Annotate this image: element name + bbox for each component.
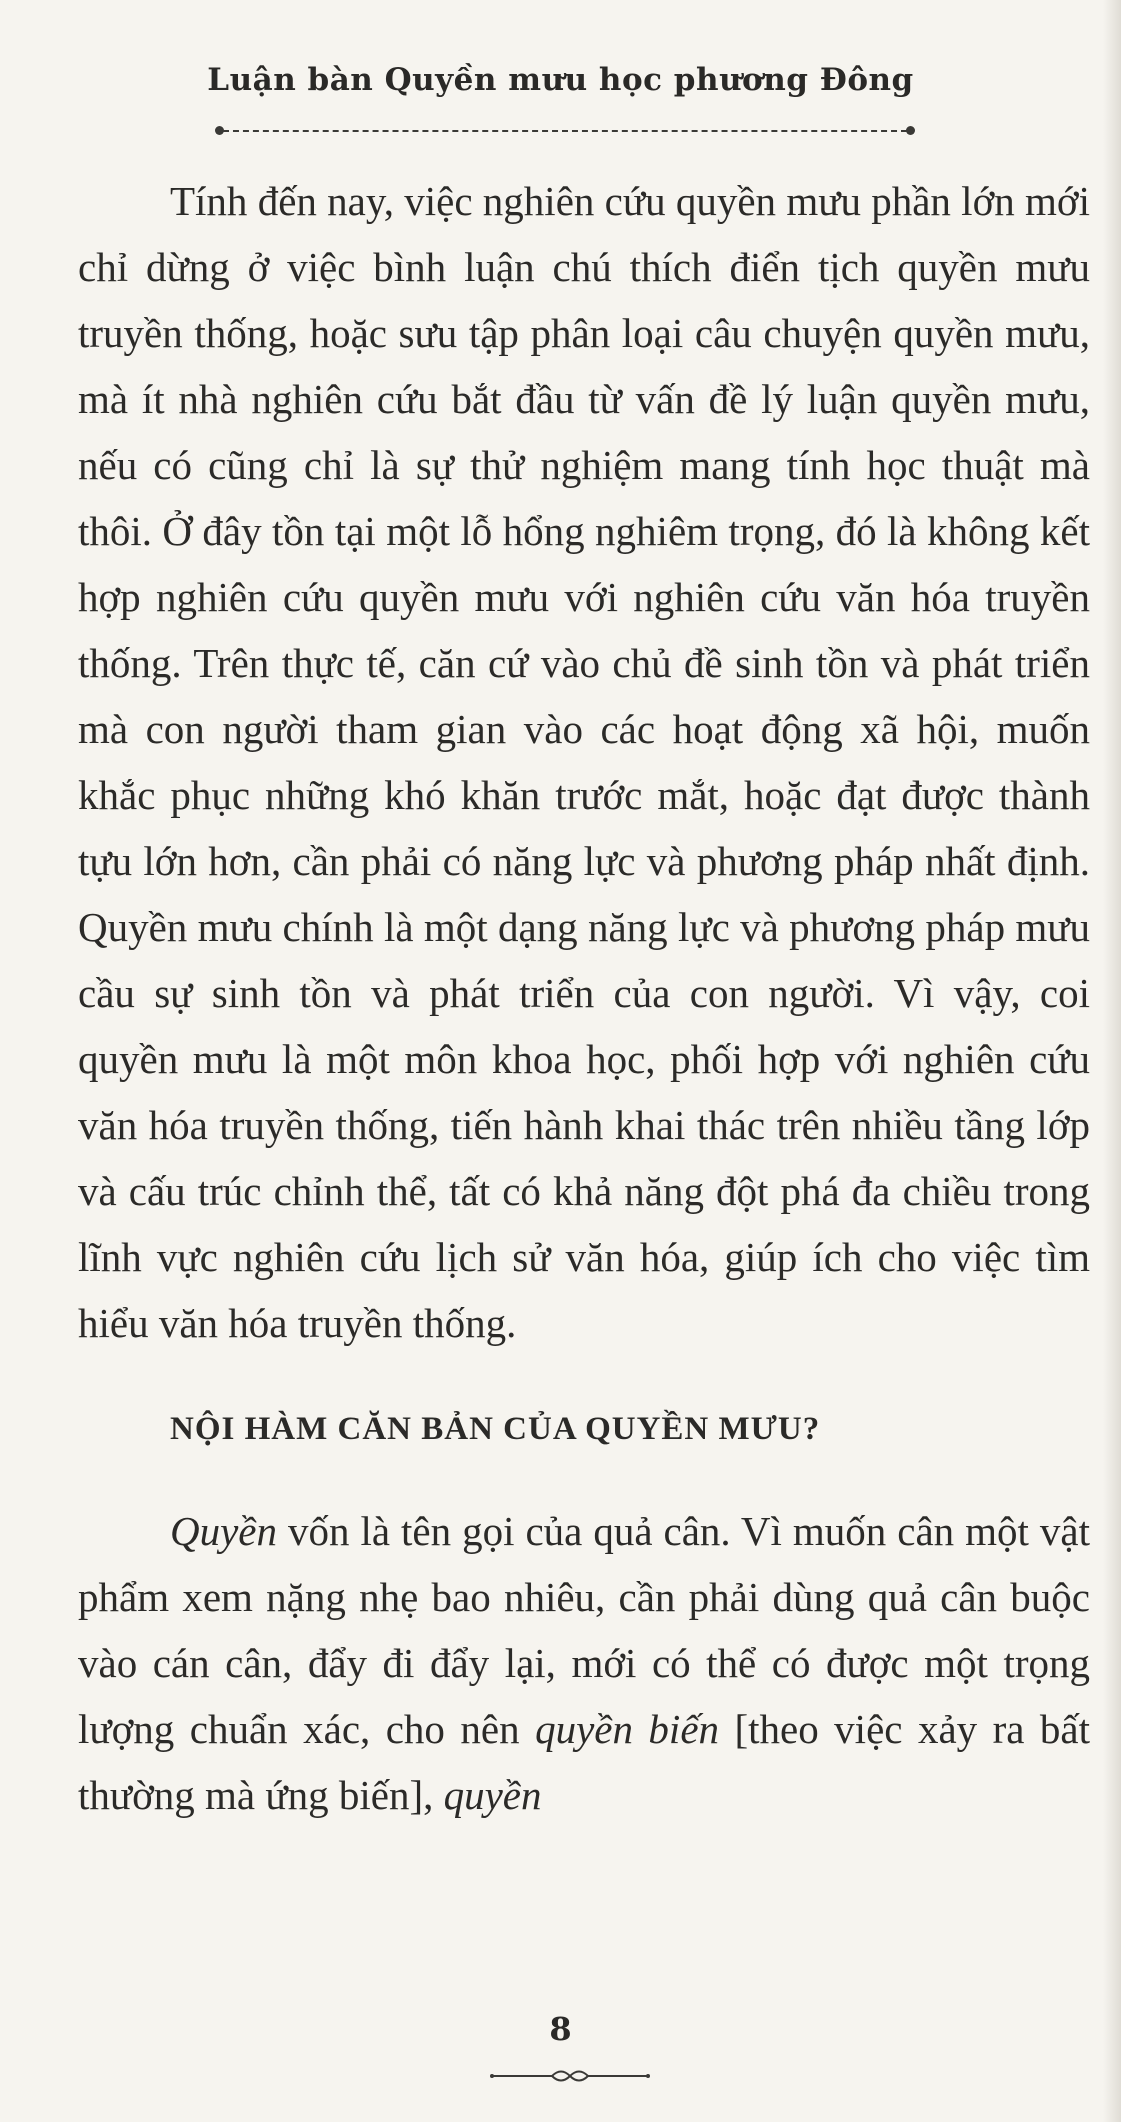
paragraph-2-text-2: [theo việc xảy ra bất thường mà ứng biến], bbox=[78, 1706, 1091, 1818]
running-header bbox=[0, 62, 1121, 98]
page-edge-shadow bbox=[1103, 0, 1121, 2122]
italic-term-quyen-2: quyền bbox=[443, 1772, 542, 1818]
page-footer bbox=[0, 2010, 1121, 2048]
divider-dot-right bbox=[906, 126, 915, 135]
paragraph-1: Tính đến nay, việc nghiên cứu quyền mưu phần lớn mới chỉ dừng ở việc bình luận chú thích điển tịch quyền mưu truyền thống, hoặc sưu tập phân loại câu chuyện quyền mưu, mà ít nhà nghiên cứu bắt đầu từ vấn đề lý luận quyền mưu, nếu có cũng chỉ là sự thử nghiệm mang tính học thuật mà thôi. Ở đây tồn tại một lỗ hổng nghiêm trọng, đó là không kết hợp nghiên cứu quyền mưu với nghiên cứu văn hóa truyền thống. Trên thực tế, căn cứ vào chủ đề sinh tồn và phát triển mà con người tham gian vào các hoạt động xã hội, muốn khắc phục những khó khăn trước mắt, hoặc đạt được thành tựu lớn hơn, cần phải có năng lực và phương pháp nhất định. Quyền mưu chính là một dạng năng lực và phương pháp mưu cầu sự sinh tồn và phát triển của con người. Vì vậy, coi quyền mưu là một môn khoa học, phối hợp với nghiên cứu văn hóa truyền thống, tiến hành khai thác trên nhiều tầng lớp và cấu trúc chỉnh thể, tất có khả năng đột phá đa chiều trong lĩnh vực nghiên cứu lịch sử văn hóa, giúp ích cho việc tìm hiểu văn hóa truyền thống. bbox=[78, 178, 1090, 1346]
italic-term-quyen: Quyền bbox=[170, 1508, 278, 1554]
footer-ornament-icon bbox=[490, 2068, 650, 2084]
page-body bbox=[78, 168, 1090, 1828]
paragraph-2-text-1: vốn là tên gọi của quả cân. Vì muốn cân một vật phẩm xem nặng nhẹ bao nhiêu, cần phải dùng quả cân buộc vào cán cân, đẩy đi đẩy lại, mới có thể có được một trọng lượng chuẩn xác, cho nên bbox=[78, 1508, 1090, 1752]
paragraph-2 bbox=[78, 1498, 1090, 1828]
italic-term-quyen-bien: quyền biến bbox=[535, 1706, 720, 1752]
section-heading: NỘI HÀM CĂN BẢN CỦA QUYỀN MƯU? bbox=[170, 1411, 821, 1447]
divider-dashed-line bbox=[223, 130, 907, 132]
header-divider bbox=[215, 126, 915, 136]
page-number: 8 bbox=[549, 2010, 572, 2048]
book-title: Luận bàn Quyền mưu học phương Đông bbox=[207, 62, 914, 98]
